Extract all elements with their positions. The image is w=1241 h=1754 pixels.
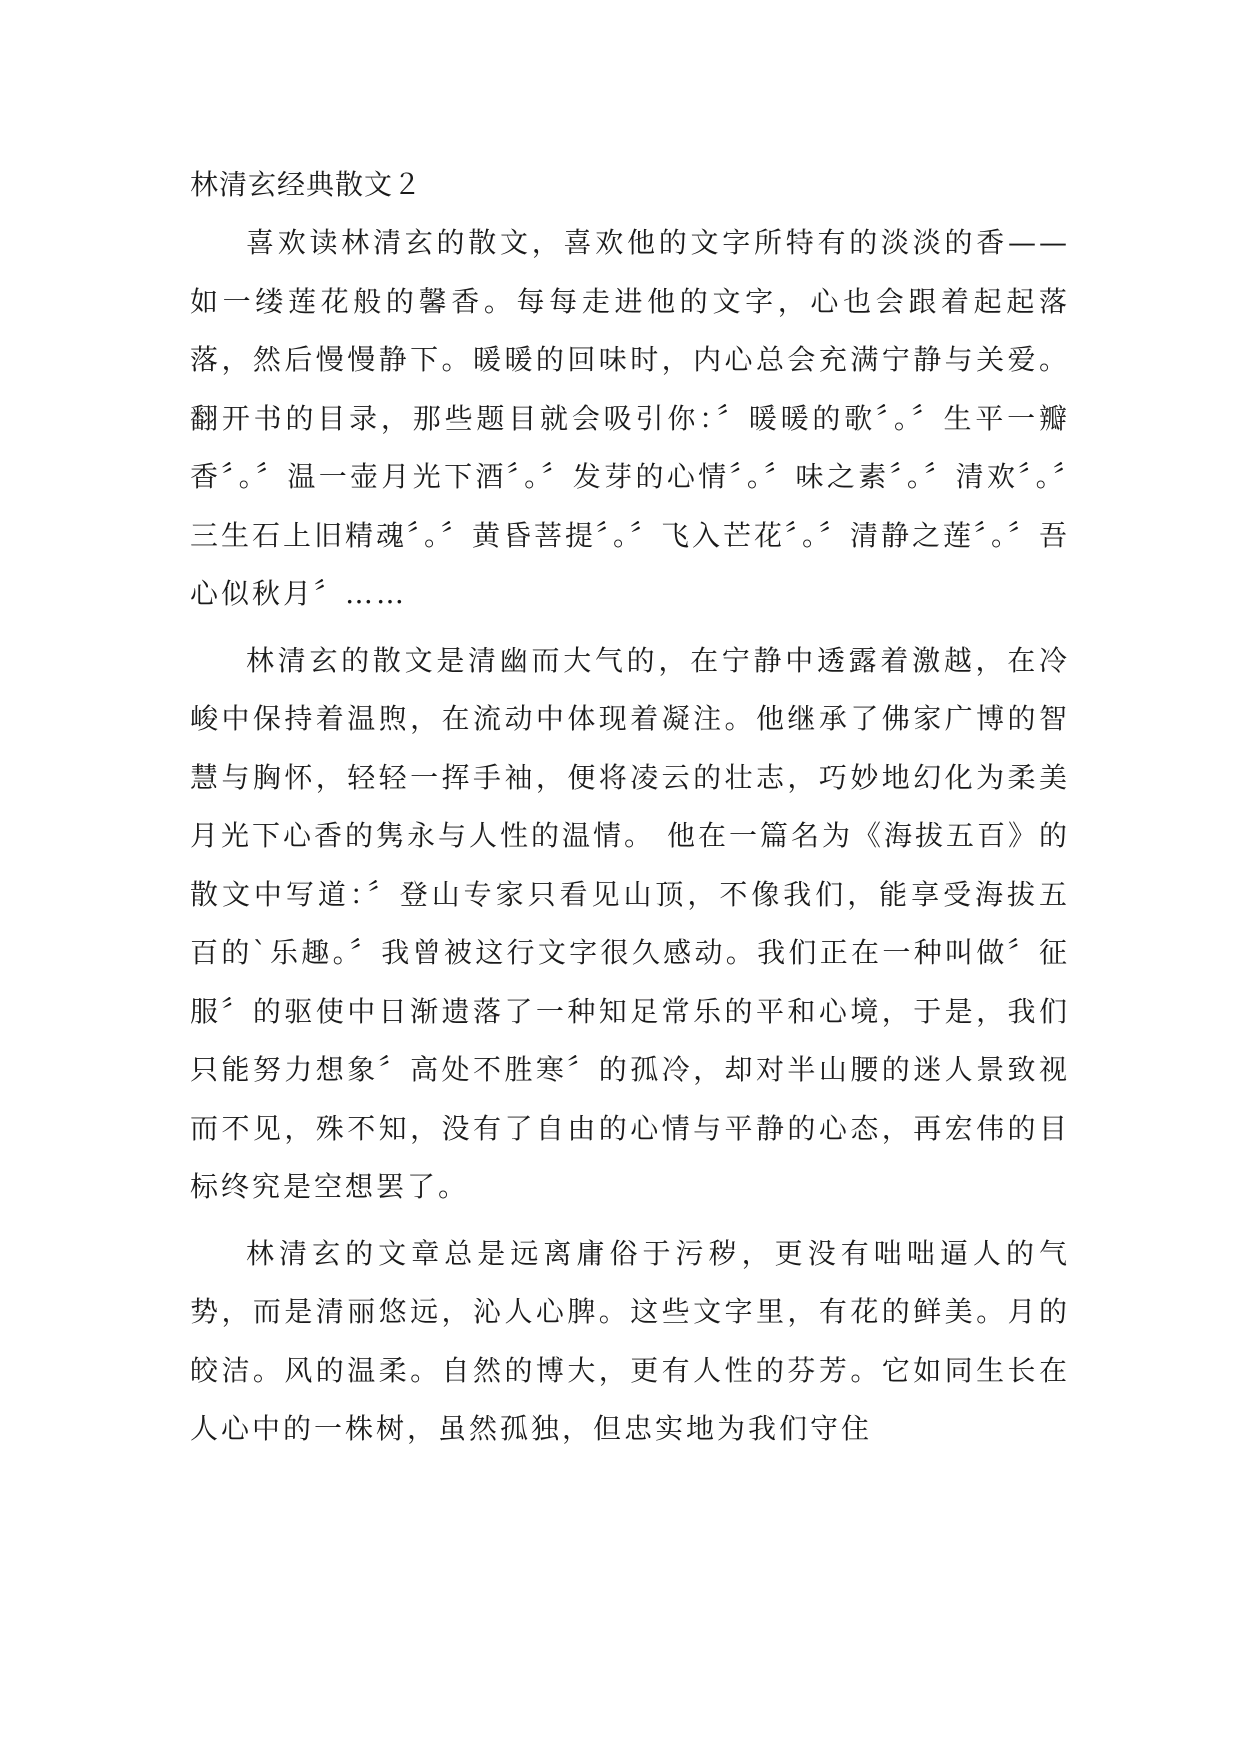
paragraph-3: 林清玄的文章总是远离庸俗于污秽，更没有咄咄逼人的气势，而是清丽悠远，沁人心脾。这些文字里，有花的鲜美。月的皎洁。风的温柔。自然的博大，更有人性的芬芳。它如同生长在人心中的一株树，虽然孤独，但忠实地为我们守住 <box>190 1236 1070 1445</box>
document-body <box>190 156 1070 1467</box>
paragraph-1: 喜欢读林清玄的散文，喜欢他的文字所特有的淡淡的香——如一缕莲花般的馨香。每每走进他的文字，心也会跟着起起落落，然后慢慢静下。暖暖的回味时，内心总会充满宁静与关爱。翻开书的目录，那些题目就会吸引你：〞暖暖的歌〞。〞生平一瓣香〞。〞温一壶月光下酒〞。〞发芽的心情〞。〞味之素〞。〞清欢〞。〞三生石上旧精魂〞。〞黄昏菩提〞。〞飞入芒花〞。〞清静之莲〞。〞吾心似秋月〞…… <box>190 226 1071 610</box>
paragraph-2: 林清玄的散文是清幽而大气的，在宁静中透露着激越，在冷峻中保持着温煦，在流动中体现着凝注。他继承了佛家广博的智慧与胸怀，轻轻一挥手袖，便将凌云的壮志，巧妙地幻化为柔美月光下心香的隽永与人性的温情。 他在一篇名为《海拔五百》的散文中写道：〞登山专家只看见山顶，不像我们，能享受海拔五百的`乐趣。〞我曾被这行文字很久感动。我们正在一种叫做〞征服〞的驱使中日渐遗落了一种知足常乐的平和心境，于是，我们只能努力想象〞高处不胜寒〞的孤冷，却对半山腰的迷人景致视而不见，殊不知，没有了自由的心情与平静的心态，再宏伟的目标终究是空想罢了。 <box>190 643 1070 1203</box>
document-title: 林清玄经典散文２ <box>190 168 423 201</box>
